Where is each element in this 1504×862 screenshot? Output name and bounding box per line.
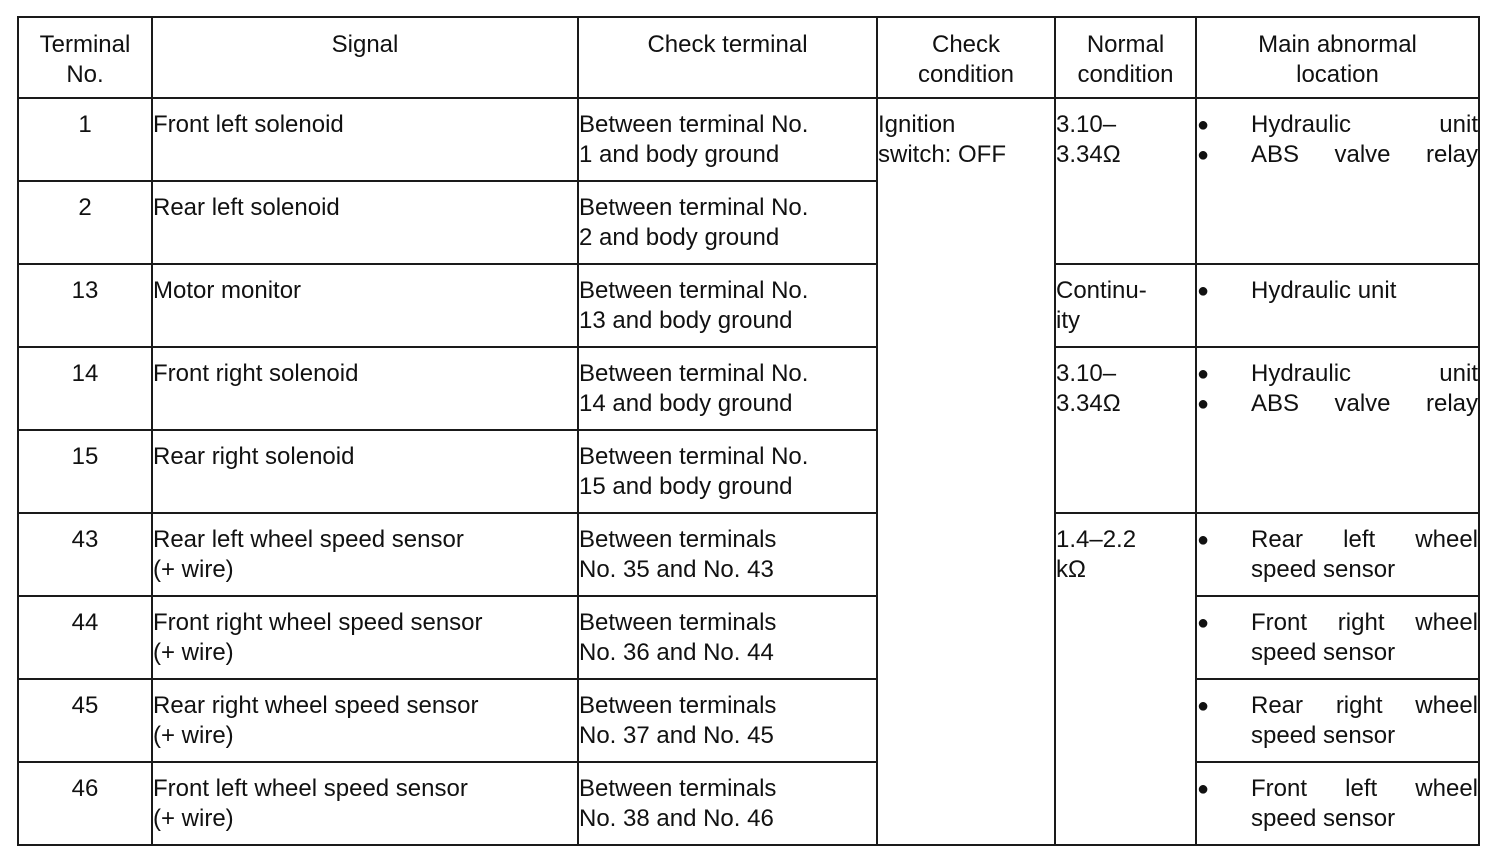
header-signal: Signal [152,17,578,98]
check-terminal-line1: Between terminal No. [579,277,809,304]
signal-cell [152,513,578,596]
check-terminal-cell [578,762,877,845]
abnormal-location-cell [1196,264,1479,347]
location-text: speed sensor [1251,722,1396,749]
check-terminal-line1: Between terminal No. [579,360,809,387]
terminal-number: 43 [18,513,152,596]
bullet-icon: ● [1197,114,1210,136]
abnormal-location-cell [1196,679,1479,762]
abnormal-location-cell [1196,596,1479,679]
check-terminal-line2: 13 and body ground [579,307,793,334]
check-terminal-line1: Between terminals [579,609,777,636]
check-terminal-cell [578,98,877,181]
header-terminal-no-line2: No. [66,61,104,88]
check-terminal-line2: 14 and body ground [579,390,793,417]
bullet-icon: ● [1197,393,1210,415]
normal-condition-line2: kΩ [1056,556,1086,583]
bullet-icon: ● [1197,280,1210,302]
table-row [18,264,1479,347]
signal-text: Front right solenoid [153,360,359,387]
check-terminal-line2: No. 38 and No. 46 [579,805,774,832]
location-text: Front right wheel [1251,609,1478,636]
check-terminal-cell [578,513,877,596]
location-text: Rear left wheel [1251,526,1478,553]
table-row [18,762,1479,845]
check-terminal-cell [578,347,877,430]
check-condition-cell [877,98,1055,845]
check-terminal-cell [578,596,877,679]
header-check-condition-line1: Check [931,31,1001,58]
check-condition-line2: switch: OFF [878,141,1007,168]
location-text: speed sensor [1251,639,1396,666]
check-terminal-line1: Between terminal No. [579,111,809,138]
location-item-continued [1197,804,1478,834]
location-item [1197,140,1478,170]
header-check-condition [877,17,1055,98]
header-terminal-no [18,17,152,98]
bullet-icon: ● [1197,612,1210,634]
signal-text: Rear left solenoid [153,194,340,221]
check-terminal-line2: 1 and body ground [579,141,780,168]
check-terminal-line2: No. 36 and No. 44 [579,639,774,666]
normal-condition-cell [1055,264,1196,347]
location-item [1197,691,1478,721]
terminal-number: 45 [18,679,152,762]
abnormal-location-cell [1196,762,1479,845]
header-location-line1: Main abnormal [1258,31,1417,58]
location-text: Rear right wheel [1251,692,1478,719]
signal-text-line2: (+ wire) [153,639,234,666]
abnormal-location-cell [1196,98,1479,264]
normal-condition-line2: 3.34Ω [1056,390,1121,417]
location-text: Hydraulic unit [1251,277,1397,304]
location-item [1197,110,1478,140]
header-normal-condition-line2: condition [1077,61,1174,88]
signal-text-line2: (+ wire) [153,722,234,749]
bullet-icon: ● [1197,529,1210,551]
check-terminal-line1: Between terminal No. [579,194,809,221]
check-terminal-line1: Between terminals [579,692,777,719]
check-terminal-line2: No. 35 and No. 43 [579,556,774,583]
table-row [18,98,1479,181]
terminal-number: 1 [18,98,152,181]
header-main-abnormal-location [1196,17,1479,98]
location-item [1197,525,1478,555]
header-normal-condition [1055,17,1196,98]
location-text: speed sensor [1251,556,1396,583]
location-text: Hydraulic unit [1251,360,1478,387]
check-terminal-line1: Between terminal No. [579,443,809,470]
signal-cell [152,98,578,181]
terminal-number: 44 [18,596,152,679]
location-item [1197,608,1478,638]
location-text: ABS valve relay [1251,141,1478,168]
signal-text: Rear right wheel speed sensor [153,692,479,719]
signal-text: Front left wheel speed sensor [153,775,468,802]
header-check-condition-line2: condition [917,61,1015,88]
table-row [18,513,1479,596]
check-terminal-cell [578,679,877,762]
signal-text: Motor monitor [153,277,302,304]
check-terminal-cell [578,264,877,347]
check-condition-line1: Ignition [878,111,956,138]
signal-text: Rear right solenoid [153,443,355,470]
normal-condition-cell [1055,98,1196,264]
location-item-continued [1197,638,1478,668]
check-terminal-line2: 2 and body ground [579,224,780,251]
normal-condition-line2: ity [1056,307,1080,334]
normal-condition-cell [1055,513,1196,845]
location-item [1197,389,1478,419]
terminal-number: 14 [18,347,152,430]
bullet-icon: ● [1197,363,1210,385]
table-row [18,596,1479,679]
check-terminal-cell [578,181,877,264]
location-text: speed sensor [1251,805,1396,832]
table-row [18,679,1479,762]
check-terminal-line2: No. 37 and No. 45 [579,722,774,749]
signal-cell [152,181,578,264]
signal-cell [152,679,578,762]
terminal-number: 2 [18,181,152,264]
bullet-icon: ● [1197,778,1210,800]
normal-condition-line2: 3.34Ω [1056,141,1121,168]
header-check-terminal: Check terminal [578,17,877,98]
check-terminal-line2: 15 and body ground [579,473,793,500]
location-text: ABS valve relay [1251,390,1478,417]
location-item-continued [1197,721,1478,751]
signal-text: Rear left wheel speed sensor [153,526,464,553]
terminal-number: 13 [18,264,152,347]
signal-cell [152,596,578,679]
signal-text-line2: (+ wire) [153,805,234,832]
normal-condition-line1: Continu- [1056,277,1147,304]
check-terminal-line1: Between terminals [579,526,777,553]
signal-cell [152,264,578,347]
header-location-line2: location [1296,61,1379,88]
header-normal-condition-line1: Normal [1086,31,1165,58]
abnormal-location-cell [1196,347,1479,513]
location-item [1197,359,1478,389]
signal-cell [152,762,578,845]
signal-text: Front right wheel speed sensor [153,609,483,636]
signal-text: Front left solenoid [153,111,344,138]
header-terminal-no-line1: Terminal [39,31,131,58]
location-item [1197,774,1478,804]
check-terminal-cell [578,430,877,513]
check-terminal-line1: Between terminals [579,775,777,802]
signal-cell [152,430,578,513]
bullet-icon: ● [1197,144,1210,166]
location-item [1197,276,1478,306]
terminal-number: 46 [18,762,152,845]
abnormal-location-cell [1196,513,1479,596]
signal-text-line2: (+ wire) [153,556,234,583]
normal-condition-line1: 3.10– [1056,360,1117,387]
normal-condition-line1: 1.4–2.2 [1056,526,1137,553]
table-row [18,347,1479,430]
location-item-continued [1197,555,1478,585]
location-text: Hydraulic unit [1251,111,1478,138]
location-text: Front left wheel [1251,775,1478,802]
terminal-number: 15 [18,430,152,513]
normal-condition-cell [1055,347,1196,513]
normal-condition-line1: 3.10– [1056,111,1117,138]
header-row [18,17,1479,98]
terminal-check-table [17,16,1480,846]
signal-cell [152,347,578,430]
bullet-icon: ● [1197,695,1210,717]
